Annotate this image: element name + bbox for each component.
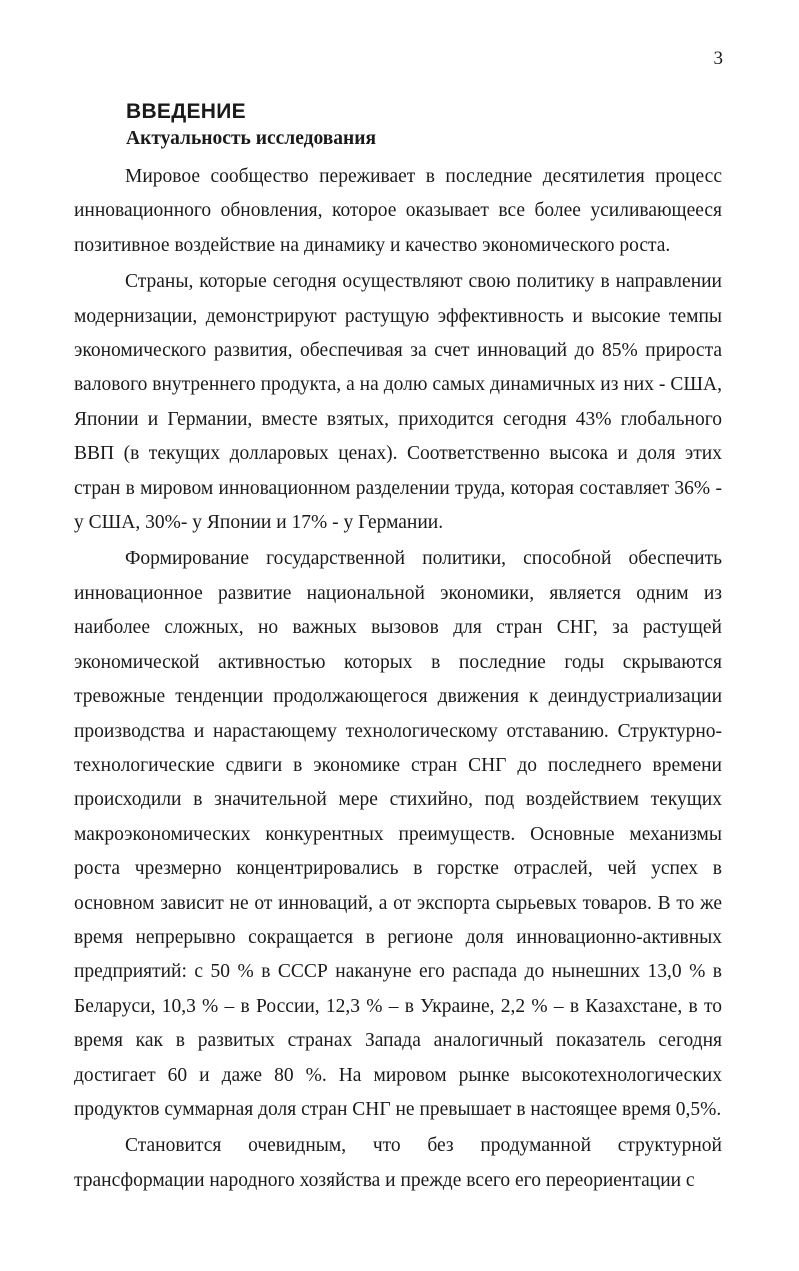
paragraph-4: Становится очевидным, что без продуманной структурной трансформации народного хозяйства и прежде всего его переориентации с	[74, 1135, 722, 1191]
paragraph-2: Страны, которые сегодня осуществляют свою политику в направлении модернизации, демонстрируют растущую эффективность и высокие темпы экономического развития, обеспечивая за счет инноваций до 85% прироста валового внутреннего продукта, а на долю самых динамичных из них - США, Японии и Германии, вместе взятых, приходится сегодня 43% глобального ВВП (в текущих долларовых ценах). Соответственно высока и доля этих стран в мировом инновационном разделении труда, которая составляет 36% - у США, 30%- у Японии и 17% - у Германии.	[74, 271, 722, 534]
paragraph-1: Мировое сообщество переживает в последние десятилетия процесс инновационного обновления, которое оказывает все более усиливающееся позитивное воздействие на динамику и качество экономического роста.	[74, 166, 722, 256]
paragraph-3: Формирование государственной политики, способной обеспечить инновационное развитие национальной экономики, является одним из наиболее сложных, но важных вызовов для стран СНГ, за растущей экономической активностью которых в последние годы скрываются тревожные тенденции продолжающегося движения к деиндустриализации производства и нарастающему технологическому отставанию. Структурно-технологические сдвиги в экономике стран СНГ до последнего времени происходили в значительной мере стихийно, под воздействием текущих макроэкономических конкурентных преимуществ. Основные механизмы роста чрезмерно концентрировались в горстке отраслей, чей успех в основном зависит не от инноваций, а от экспорта сырьевых товаров. В то же время непрерывно сокращается в регионе доля инновационно-активных предприятий: с 50 % в СССР накануне его распада до нынешних 13,0 % в Беларуси, 10,3 % – в России, 12,3 % – в Украине, 2,2 % – в Казахстане, в то время как в развитых странах Запада аналогичный показатель сегодня достигает 60 и даже 80 %. На мировом рынке высокотехнологических продуктов суммарная доля стран СНГ не превышает в настоящее время 0,5%.	[74, 548, 722, 1120]
section-heading: ВВЕДЕНИЕ	[126, 100, 246, 123]
subheading: Актуальность исследования	[126, 128, 377, 149]
body-text	[74, 160, 722, 1200]
page-number: 3	[713, 48, 723, 69]
